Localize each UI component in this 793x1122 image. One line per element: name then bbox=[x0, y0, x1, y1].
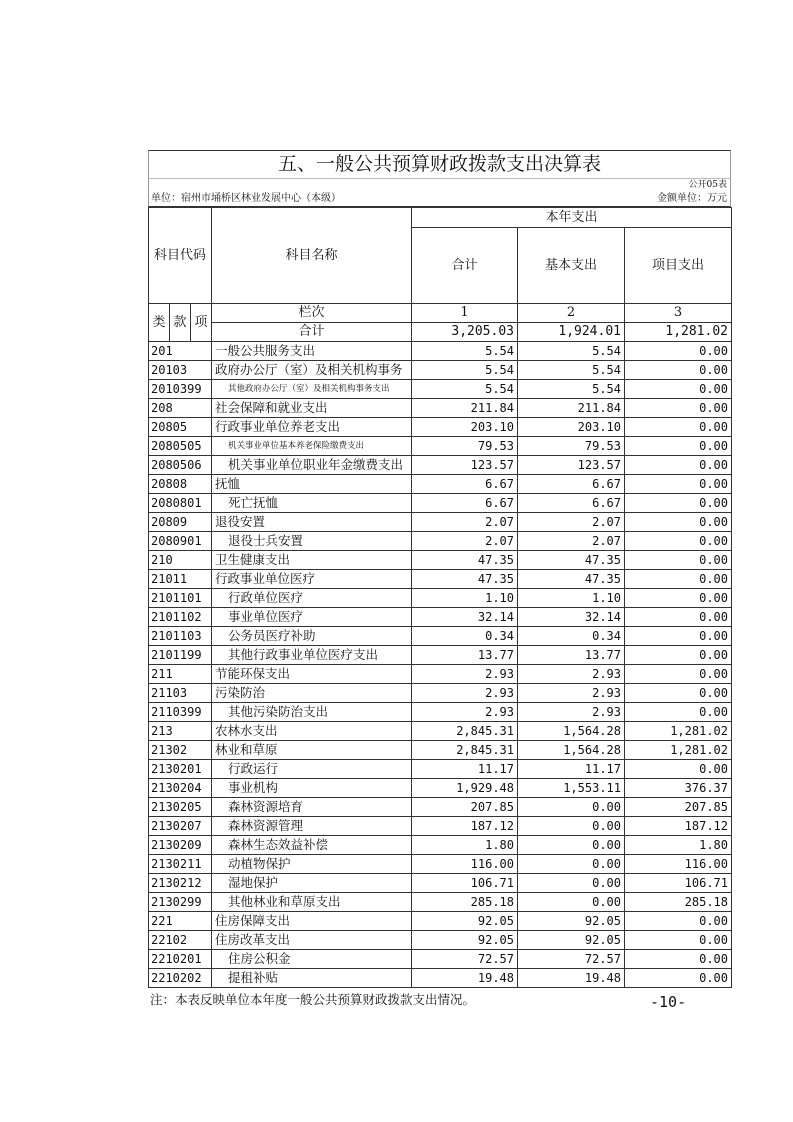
unit-row bbox=[148, 192, 731, 207]
row-basic: 92.05 bbox=[518, 931, 625, 950]
row-name: 行政事业单位医疗 bbox=[212, 570, 412, 589]
table-row bbox=[149, 380, 732, 399]
budget-table-sheet bbox=[148, 150, 731, 988]
row-basic: 11.17 bbox=[518, 760, 625, 779]
table-note: 注：本表反映单位本年度一般公共预算财政拨款支出情况。 bbox=[150, 992, 476, 1007]
row-project: 207.85 bbox=[625, 798, 732, 817]
header-project: 项目支出 bbox=[625, 228, 732, 304]
table-row bbox=[149, 551, 732, 570]
row-code: 2130299 bbox=[149, 893, 212, 912]
row-project: 0.00 bbox=[625, 570, 732, 589]
row-code: 210 bbox=[149, 551, 212, 570]
row-project: 0.00 bbox=[625, 931, 732, 950]
table-row bbox=[149, 399, 732, 418]
table-row bbox=[149, 665, 732, 684]
row-name: 湿地保护 bbox=[212, 874, 412, 893]
row-name: 住房保障支出 bbox=[212, 912, 412, 931]
row-project: 116.00 bbox=[625, 855, 732, 874]
table-row bbox=[149, 798, 732, 817]
row-project: 0.00 bbox=[625, 437, 732, 456]
table-row bbox=[149, 912, 732, 931]
row-basic: 32.14 bbox=[518, 608, 625, 627]
column-number-1: 1 bbox=[412, 304, 518, 323]
row-total: 1,929.48 bbox=[412, 779, 518, 798]
row-total: 5.54 bbox=[412, 342, 518, 361]
row-total: 211.84 bbox=[412, 399, 518, 418]
row-project: 0.00 bbox=[625, 760, 732, 779]
row-total: 79.53 bbox=[412, 437, 518, 456]
table-row bbox=[149, 684, 732, 703]
row-project: 187.12 bbox=[625, 817, 732, 836]
row-basic: 72.57 bbox=[518, 950, 625, 969]
row-code: 20805 bbox=[149, 418, 212, 437]
row-name: 死亡抚恤 bbox=[212, 494, 412, 513]
row-basic: 0.00 bbox=[518, 817, 625, 836]
row-project: 376.37 bbox=[625, 779, 732, 798]
grand-basic: 1,924.01 bbox=[518, 323, 625, 342]
grand-project: 1,281.02 bbox=[625, 323, 732, 342]
row-basic: 19.48 bbox=[518, 969, 625, 988]
row-basic: 5.54 bbox=[518, 342, 625, 361]
row-basic: 13.77 bbox=[518, 646, 625, 665]
row-code: 2080505 bbox=[149, 437, 212, 456]
table-row bbox=[149, 969, 732, 988]
row-project: 1,281.02 bbox=[625, 741, 732, 760]
row-name: 动植物保护 bbox=[212, 855, 412, 874]
row-basic: 47.35 bbox=[518, 570, 625, 589]
reporting-unit: 单位：宿州市埇桥区林业发展中心（本级） bbox=[151, 193, 341, 204]
row-name: 抚恤 bbox=[212, 475, 412, 494]
header-current-year: 本年支出 bbox=[412, 208, 732, 228]
table-row bbox=[149, 608, 732, 627]
row-basic: 203.10 bbox=[518, 418, 625, 437]
row-code: 2101101 bbox=[149, 589, 212, 608]
row-total: 72.57 bbox=[412, 950, 518, 969]
table-row bbox=[149, 779, 732, 798]
row-total: 116.00 bbox=[412, 855, 518, 874]
table-row bbox=[149, 627, 732, 646]
row-code: 20809 bbox=[149, 513, 212, 532]
table-row bbox=[149, 931, 732, 950]
row-project: 0.00 bbox=[625, 608, 732, 627]
row-total: 203.10 bbox=[412, 418, 518, 437]
row-project: 0.00 bbox=[625, 361, 732, 380]
column-number-2: 2 bbox=[518, 304, 625, 323]
table-row bbox=[149, 950, 732, 969]
table-row bbox=[149, 703, 732, 722]
row-total: 106.71 bbox=[412, 874, 518, 893]
row-project: 1,281.02 bbox=[625, 722, 732, 741]
row-name: 事业单位医疗 bbox=[212, 608, 412, 627]
row-name: 政府办公厅（室）及相关机构事务 bbox=[212, 361, 412, 380]
row-name: 节能环保支出 bbox=[212, 665, 412, 684]
column-number-3: 3 bbox=[625, 304, 732, 323]
row-total: 123.57 bbox=[412, 456, 518, 475]
row-project: 0.00 bbox=[625, 380, 732, 399]
row-total: 2.93 bbox=[412, 703, 518, 722]
row-project: 0.00 bbox=[625, 627, 732, 646]
row-total: 285.18 bbox=[412, 893, 518, 912]
row-total: 5.54 bbox=[412, 361, 518, 380]
table-row bbox=[149, 646, 732, 665]
row-total: 19.48 bbox=[412, 969, 518, 988]
row-basic: 0.00 bbox=[518, 798, 625, 817]
row-code: 213 bbox=[149, 722, 212, 741]
row-code: 2101103 bbox=[149, 627, 212, 646]
header-code: 科目代码 bbox=[149, 208, 212, 304]
form-number: 公开05表 bbox=[688, 180, 727, 190]
row-project: 0.00 bbox=[625, 494, 732, 513]
row-name: 机关事业单位职业年金缴费支出 bbox=[212, 456, 412, 475]
table-row bbox=[149, 570, 732, 589]
table-row bbox=[149, 418, 732, 437]
table-row bbox=[149, 817, 732, 836]
table-row bbox=[149, 437, 732, 456]
row-name: 森林生态效益补偿 bbox=[212, 836, 412, 855]
row-total: 5.54 bbox=[412, 380, 518, 399]
row-project: 0.00 bbox=[625, 646, 732, 665]
header-xiang: 项 bbox=[191, 304, 212, 342]
row-basic: 2.07 bbox=[518, 513, 625, 532]
row-name: 其他污染防治支出 bbox=[212, 703, 412, 722]
row-basic: 0.00 bbox=[518, 893, 625, 912]
row-total: 2.93 bbox=[412, 665, 518, 684]
row-name: 行政事业单位养老支出 bbox=[212, 418, 412, 437]
row-basic: 6.67 bbox=[518, 494, 625, 513]
row-project: 285.18 bbox=[625, 893, 732, 912]
table-row bbox=[149, 893, 732, 912]
row-total: 47.35 bbox=[412, 570, 518, 589]
row-code: 2130205 bbox=[149, 798, 212, 817]
header-lanci: 栏次 bbox=[212, 304, 412, 323]
row-total: 2.07 bbox=[412, 513, 518, 532]
row-name: 其他政府办公厅（室）及相关机构事务支出 bbox=[212, 380, 412, 399]
row-basic: 0.00 bbox=[518, 836, 625, 855]
row-code: 2080801 bbox=[149, 494, 212, 513]
row-total: 207.85 bbox=[412, 798, 518, 817]
row-project: 0.00 bbox=[625, 665, 732, 684]
row-name: 一般公共服务支出 bbox=[212, 342, 412, 361]
table-row bbox=[149, 456, 732, 475]
row-total: 92.05 bbox=[412, 912, 518, 931]
row-project: 0.00 bbox=[625, 703, 732, 722]
row-name: 住房改革支出 bbox=[212, 931, 412, 950]
row-total: 47.35 bbox=[412, 551, 518, 570]
page-number: -10- bbox=[650, 993, 687, 1011]
row-basic: 1.10 bbox=[518, 589, 625, 608]
row-basic: 2.07 bbox=[518, 532, 625, 551]
row-basic: 0.34 bbox=[518, 627, 625, 646]
header-basic: 基本支出 bbox=[518, 228, 625, 304]
table-row bbox=[149, 361, 732, 380]
row-project: 0.00 bbox=[625, 912, 732, 931]
row-project: 0.00 bbox=[625, 551, 732, 570]
row-name: 污染防治 bbox=[212, 684, 412, 703]
row-basic: 0.00 bbox=[518, 855, 625, 874]
table-title: 五、一般公共预算财政拨款支出决算表 bbox=[148, 150, 731, 178]
row-basic: 123.57 bbox=[518, 456, 625, 475]
row-name: 其他行政事业单位医疗支出 bbox=[212, 646, 412, 665]
row-project: 0.00 bbox=[625, 475, 732, 494]
row-code: 2130204 bbox=[149, 779, 212, 798]
row-code: 21011 bbox=[149, 570, 212, 589]
row-project: 0.00 bbox=[625, 532, 732, 551]
row-basic: 1,564.28 bbox=[518, 741, 625, 760]
row-name: 机关事业单位基本养老保险缴费支出 bbox=[212, 437, 412, 456]
row-basic: 1,553.11 bbox=[518, 779, 625, 798]
row-total: 1.10 bbox=[412, 589, 518, 608]
table-row bbox=[149, 342, 732, 361]
row-code: 2130207 bbox=[149, 817, 212, 836]
row-name: 卫生健康支出 bbox=[212, 551, 412, 570]
row-basic: 5.54 bbox=[518, 361, 625, 380]
row-name: 森林资源管理 bbox=[212, 817, 412, 836]
row-project: 0.00 bbox=[625, 589, 732, 608]
row-total: 2.07 bbox=[412, 532, 518, 551]
row-code: 2130201 bbox=[149, 760, 212, 779]
row-total: 187.12 bbox=[412, 817, 518, 836]
row-code: 201 bbox=[149, 342, 212, 361]
row-basic: 211.84 bbox=[518, 399, 625, 418]
header-lei: 类 bbox=[149, 304, 170, 342]
row-basic: 6.67 bbox=[518, 475, 625, 494]
row-project: 0.00 bbox=[625, 684, 732, 703]
row-name: 公务员医疗补助 bbox=[212, 627, 412, 646]
row-basic: 5.54 bbox=[518, 380, 625, 399]
table-row bbox=[149, 874, 732, 893]
row-basic: 79.53 bbox=[518, 437, 625, 456]
row-code: 20103 bbox=[149, 361, 212, 380]
row-code: 2130209 bbox=[149, 836, 212, 855]
row-name: 事业机构 bbox=[212, 779, 412, 798]
table-row bbox=[149, 760, 732, 779]
row-total: 2.93 bbox=[412, 684, 518, 703]
row-basic: 2.93 bbox=[518, 703, 625, 722]
row-name: 森林资源培育 bbox=[212, 798, 412, 817]
sum-label: 合计 bbox=[212, 323, 412, 342]
row-name: 林业和草原 bbox=[212, 741, 412, 760]
header-total: 合计 bbox=[412, 228, 518, 304]
row-code: 208 bbox=[149, 399, 212, 418]
row-basic: 2.93 bbox=[518, 665, 625, 684]
row-code: 2010399 bbox=[149, 380, 212, 399]
row-name: 退役安置 bbox=[212, 513, 412, 532]
row-code: 21103 bbox=[149, 684, 212, 703]
row-code: 2101199 bbox=[149, 646, 212, 665]
row-code: 2101102 bbox=[149, 608, 212, 627]
row-project: 106.71 bbox=[625, 874, 732, 893]
row-total: 2,845.31 bbox=[412, 722, 518, 741]
row-code: 2210202 bbox=[149, 969, 212, 988]
table-row bbox=[149, 836, 732, 855]
row-name: 农林水支出 bbox=[212, 722, 412, 741]
row-project: 0.00 bbox=[625, 950, 732, 969]
row-basic: 92.05 bbox=[518, 912, 625, 931]
row-total: 32.14 bbox=[412, 608, 518, 627]
row-basic: 0.00 bbox=[518, 874, 625, 893]
expenditure-table bbox=[148, 207, 732, 988]
row-code: 2210201 bbox=[149, 950, 212, 969]
table-row bbox=[149, 475, 732, 494]
row-basic: 47.35 bbox=[518, 551, 625, 570]
row-code: 22102 bbox=[149, 931, 212, 950]
row-total: 1.80 bbox=[412, 836, 518, 855]
table-row bbox=[149, 494, 732, 513]
row-total: 11.17 bbox=[412, 760, 518, 779]
row-project: 1.80 bbox=[625, 836, 732, 855]
row-code: 2080901 bbox=[149, 532, 212, 551]
row-code: 221 bbox=[149, 912, 212, 931]
row-name: 提租补贴 bbox=[212, 969, 412, 988]
row-total: 13.77 bbox=[412, 646, 518, 665]
row-name: 社会保障和就业支出 bbox=[212, 399, 412, 418]
row-project: 0.00 bbox=[625, 418, 732, 437]
row-basic: 1,564.28 bbox=[518, 722, 625, 741]
row-total: 2,845.31 bbox=[412, 741, 518, 760]
row-total: 92.05 bbox=[412, 931, 518, 950]
table-row bbox=[149, 722, 732, 741]
table-row bbox=[149, 532, 732, 551]
row-code: 20808 bbox=[149, 475, 212, 494]
row-code: 2080506 bbox=[149, 456, 212, 475]
row-project: 0.00 bbox=[625, 969, 732, 988]
row-name: 住房公积金 bbox=[212, 950, 412, 969]
row-name: 行政单位医疗 bbox=[212, 589, 412, 608]
amount-unit: 金额单位：万元 bbox=[657, 193, 727, 204]
header-kuan: 款 bbox=[170, 304, 191, 342]
row-code: 2110399 bbox=[149, 703, 212, 722]
row-code: 211 bbox=[149, 665, 212, 684]
row-name: 其他林业和草原支出 bbox=[212, 893, 412, 912]
row-total: 0.34 bbox=[412, 627, 518, 646]
row-total: 6.67 bbox=[412, 494, 518, 513]
row-name: 行政运行 bbox=[212, 760, 412, 779]
row-project: 0.00 bbox=[625, 399, 732, 418]
grand-total: 3,205.03 bbox=[412, 323, 518, 342]
row-code: 21302 bbox=[149, 741, 212, 760]
table-row bbox=[149, 589, 732, 608]
form-number-row bbox=[148, 178, 731, 192]
row-name: 退役士兵安置 bbox=[212, 532, 412, 551]
row-project: 0.00 bbox=[625, 513, 732, 532]
row-code: 2130212 bbox=[149, 874, 212, 893]
table-row bbox=[149, 741, 732, 760]
row-project: 0.00 bbox=[625, 342, 732, 361]
row-total: 6.67 bbox=[412, 475, 518, 494]
table-row bbox=[149, 513, 732, 532]
row-basic: 2.93 bbox=[518, 684, 625, 703]
table-row bbox=[149, 855, 732, 874]
row-code: 2130211 bbox=[149, 855, 212, 874]
header-name: 科目名称 bbox=[212, 208, 412, 304]
row-project: 0.00 bbox=[625, 456, 732, 475]
